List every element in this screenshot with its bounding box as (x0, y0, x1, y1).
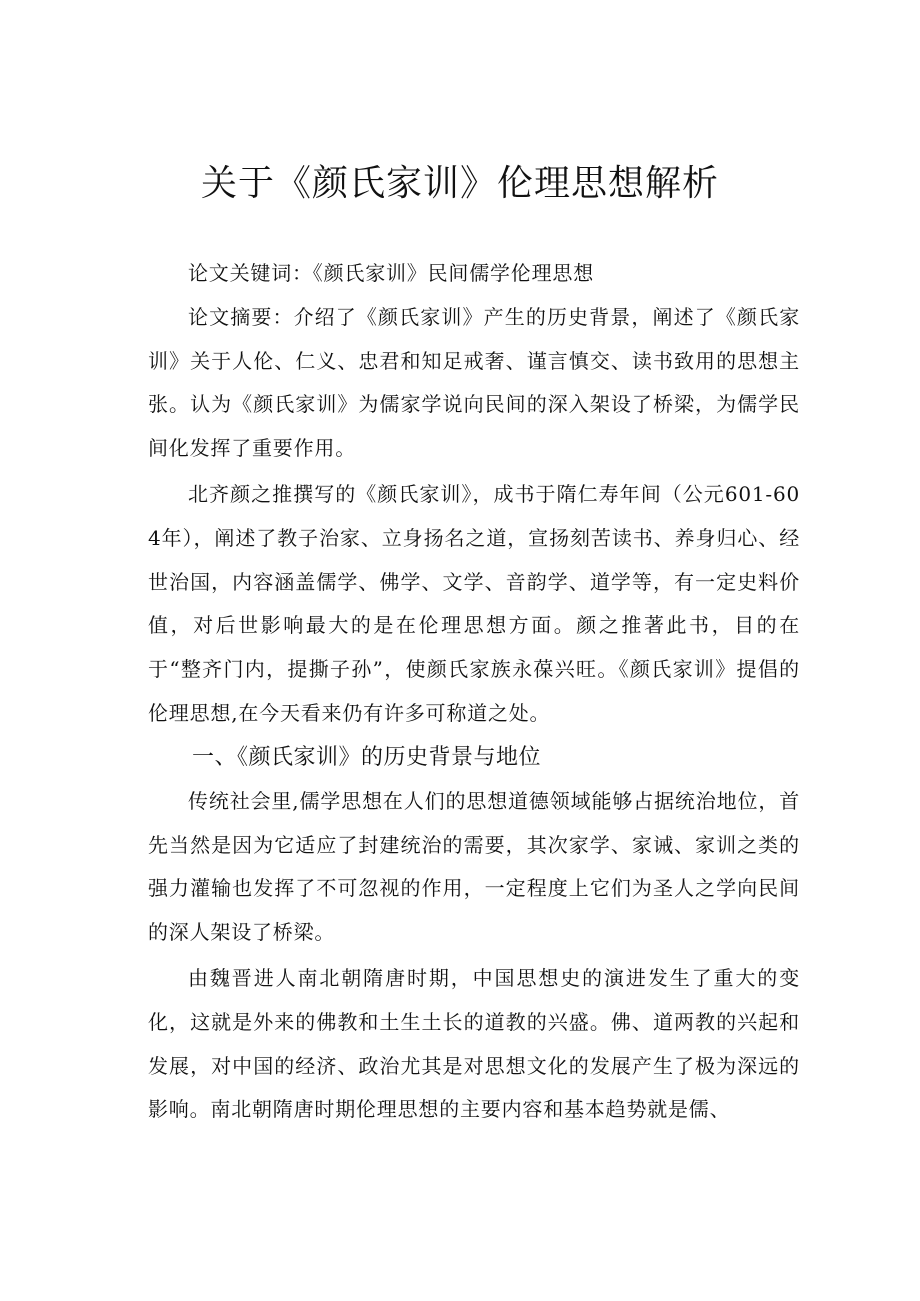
document-title: 关于《颜氏家训》伦理思想解析 (200, 163, 719, 204)
abstract-paragraph: 论文摘要：介绍了《颜氏家训》产生的历史背景，阐述了《颜氏家训》关于人伦、仁义、忠君和知足戒奢、谨言慎交、读书致用的思想主张。认为《颜氏家训》为儒家学说向民间的深入架设了桥梁，为儒学民间化发挥了重要作用。 (148, 304, 800, 461)
section-paragraph-1: 传统社会里,儒学思想在人们的思想道德领域能够占据统治地位，首先当然是因为它适应了封建统治的需要，其次家学、家诫、家训之类的强力灌输也发挥了不可忽视的作用，一定程度上它们为圣人之学向民间的深人架设了桥梁。 (148, 788, 800, 945)
document-body (148, 252, 800, 1132)
section-heading: 一、《颜氏家训》的历史背景与地位 (192, 744, 542, 770)
intro-paragraph: 北齐颜之推撰写的《颜氏家训》，成书于隋仁寿年间（公元601-604年），阐述了教子治家、立身扬名之道，宣扬刻苦读书、养身归心、经世治国，内容涵盖儒学、佛学、文学、音韵学、道学等，有一定史料价值，对后世影响最大的是在伦理思想方面。颜之推著此书，目的在于“整齐门内，提撕子孙”，使颜氏家族永葆兴旺。《颜氏家训》提倡的伦理思想,在今天看来仍有许多可称道之处。 (148, 481, 800, 725)
keywords-paragraph: 论文关键词：《颜氏家训》民间儒学伦理思想 (188, 261, 594, 285)
section-paragraph-2: 由魏晋进人南北朝隋唐时期，中国思想史的演进发生了重大的变化，这就是外来的佛教和土生土长的道教的兴盛。佛、道两教的兴起和发展，对中国的经济、政治尤其是对思想文化的发展产生了极为深远的影响。南北朝隋唐时期伦理思想的主要内容和基本趋势就是儒、 (148, 965, 800, 1122)
